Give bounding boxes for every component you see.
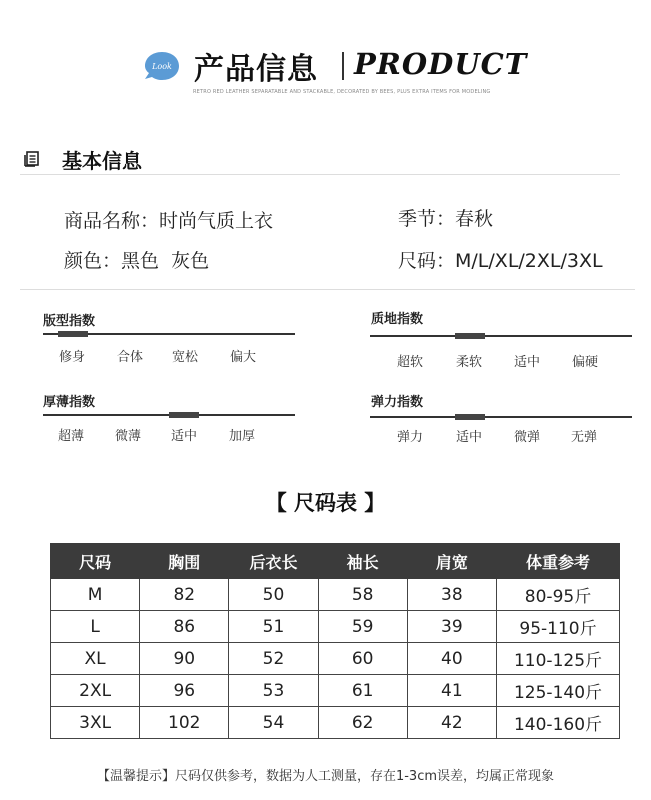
index-option: 加厚 (229, 429, 256, 444)
table-row (51, 643, 620, 675)
info-value: M/L/XL/2XL/3XL (455, 250, 603, 272)
table-cell: 60 (318, 643, 407, 675)
column-header: 尺码 (51, 544, 140, 579)
info-label: 颜色： (64, 250, 122, 272)
table-cell: 90 (140, 643, 229, 675)
look-badge (143, 50, 181, 82)
column-header: 胸围 (140, 544, 229, 579)
index-scale-texture (370, 335, 632, 337)
table-cell: 102 (140, 707, 229, 739)
index-title-fit: 版型指数 (43, 314, 96, 329)
table-cell: L (51, 611, 140, 643)
index-option: 柔软 (456, 355, 483, 370)
info-product-name (64, 206, 273, 233)
table-cell: 50 (229, 579, 318, 611)
index-option: 超薄 (58, 429, 85, 444)
index-option: 偏大 (230, 350, 257, 365)
index-option: 合体 (117, 350, 144, 365)
table-row (51, 579, 620, 611)
index-marker-elasticity (455, 414, 485, 420)
header-subtitle: RETRO RED LEATHER SEPARATABLE AND STACKABLE, DECORATED BY BEES, PLUS EXTRA ITEMS FOR MODELING (193, 89, 491, 95)
table-cell: 140-160斤 (497, 707, 620, 739)
section-divider (20, 174, 620, 175)
table-cell: 95-110斤 (497, 611, 620, 643)
size-table-title: 【 尺码表 】 (265, 491, 386, 515)
table-cell: 40 (407, 643, 496, 675)
index-title-elasticity: 弹力指数 (371, 395, 424, 410)
table-row (51, 707, 620, 739)
section-divider (20, 289, 635, 290)
index-option: 无弹 (571, 430, 598, 445)
index-option: 适中 (456, 430, 483, 445)
table-row (51, 611, 620, 643)
size-tip: 【温馨提示】尺码仅供参考，数据为人工测量，存在1-3cm误差，均属正常现象 (96, 769, 555, 784)
size-table (50, 543, 620, 739)
column-header: 肩宽 (407, 544, 496, 579)
index-marker-fit (58, 331, 88, 337)
info-value: 黑色 灰色 (121, 250, 210, 272)
index-option: 修身 (59, 350, 86, 365)
look-badge-text: Look (152, 62, 172, 71)
table-cell: 58 (318, 579, 407, 611)
header-title-cn: 产品信息 (194, 52, 318, 87)
index-marker-texture (455, 333, 485, 339)
table-cell: 52 (229, 643, 318, 675)
table-cell: 82 (140, 579, 229, 611)
column-header: 体重参考 (497, 544, 620, 579)
info-label: 商品名称： (64, 210, 160, 232)
index-title-thickness: 厚薄指数 (43, 395, 96, 410)
table-cell: 41 (407, 675, 496, 707)
table-cell: 39 (407, 611, 496, 643)
index-marker-thickness (169, 412, 199, 418)
index-option: 偏硬 (572, 355, 599, 370)
table-cell: 62 (318, 707, 407, 739)
table-cell: XL (51, 643, 140, 675)
index-option: 微薄 (115, 429, 142, 444)
table-header-row (51, 544, 620, 579)
table-cell: 61 (318, 675, 407, 707)
index-option: 超软 (397, 355, 424, 370)
table-cell: 80-95斤 (497, 579, 620, 611)
table-cell: 2XL (51, 675, 140, 707)
index-option: 宽松 (172, 350, 199, 365)
info-season (398, 204, 493, 231)
document-icon (24, 151, 40, 167)
index-option: 适中 (514, 355, 541, 370)
info-size (398, 246, 603, 273)
index-scale-elasticity (370, 416, 632, 418)
table-cell: 3XL (51, 707, 140, 739)
info-color (64, 246, 209, 273)
column-header: 袖长 (318, 544, 407, 579)
table-cell: 86 (140, 611, 229, 643)
index-option: 适中 (171, 429, 198, 444)
index-option: 微弹 (514, 430, 541, 445)
table-cell: 54 (229, 707, 318, 739)
table-cell: 53 (229, 675, 318, 707)
table-cell: 110-125斤 (497, 643, 620, 675)
column-header: 后衣长 (229, 544, 318, 579)
table-row (51, 675, 620, 707)
header-divider (342, 52, 344, 80)
table-cell: M (51, 579, 140, 611)
table-cell: 59 (318, 611, 407, 643)
table-cell: 38 (407, 579, 496, 611)
table-cell: 125-140斤 (497, 675, 620, 707)
info-label: 季节： (398, 208, 456, 230)
section-title-basic-info: 基本信息 (62, 149, 142, 173)
info-value: 时尚气质上衣 (159, 210, 274, 232)
info-value: 春秋 (455, 208, 494, 230)
table-cell: 42 (407, 707, 496, 739)
index-title-texture: 质地指数 (371, 312, 424, 327)
table-cell: 96 (140, 675, 229, 707)
table-cell: 51 (229, 611, 318, 643)
index-option: 弹力 (397, 430, 424, 445)
header-title-en: PRODUCT (354, 47, 528, 81)
info-label: 尺码： (398, 250, 456, 272)
